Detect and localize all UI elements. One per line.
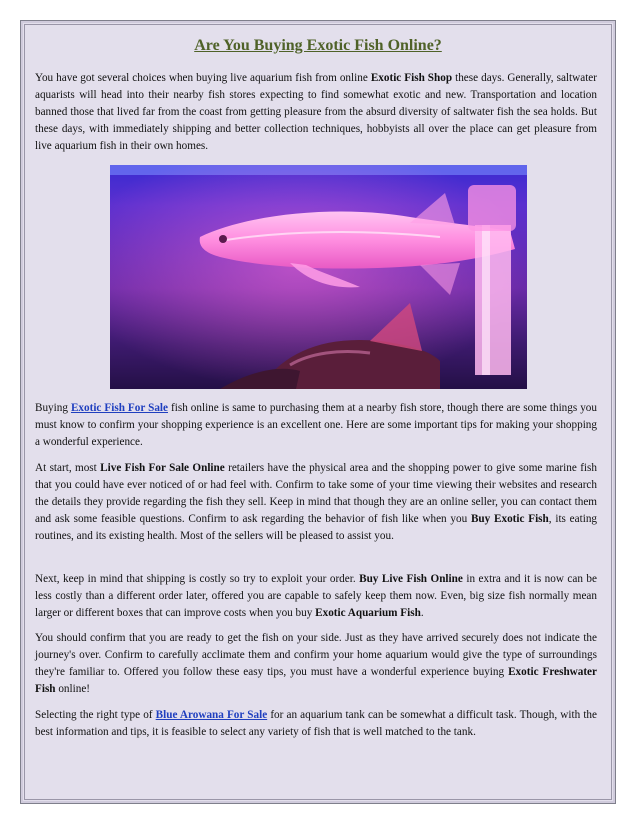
shipping-text-2: in extra and it is now can be less costly than a different order later, offered you are capable to safely keep them now. Even, big size fish normally mean larger or different boxes that can improve costs when you buy [35,573,597,619]
retailers-text-1: At start, most [35,462,101,474]
ready-paragraph [35,630,597,698]
selecting-text-1: Selecting the right type of [35,709,156,721]
exotic-fish-for-sale-link[interactable]: Exotic Fish For Sale [70,402,168,414]
retailers-text-2: retailers have the physical area and the shopping power to give some marine fish that you could have ever noticed of or had feel with. Confirm to take some of your time viewing their websites and research the details they provide regarding the fish they sell. Keep in mind that though they are an online seller, you can contact them and ask some feasible questions. Confirm to ask regarding the behavior of fish like when you [35,462,597,525]
retailers-text-3: , its eating routines, and its existing health. Most of the sellers will be pleased to assist you. [35,513,598,542]
buying-paragraph [35,400,597,451]
aquarium-photo-svg [110,165,527,389]
shipping-text-3: . [420,607,424,619]
exotic-fish-shop-bold: Exotic Fish Shop [370,72,453,84]
shipping-text-1: Next, keep in mind that shipping is costly so try to exploit your order. [35,573,360,585]
aquarium-arowana-photo [110,165,527,389]
ready-text-2: online! [55,683,91,695]
shipping-paragraph [35,571,597,622]
intro-paragraph [35,70,597,155]
buy-exotic-fish-bold: Buy Exotic Fish [470,513,549,525]
ready-text-1: You should confirm that you are ready to get the fish on your side. Just as they have arrived securely does not indicate the journey's over. Confirm to carefully acclimate them and confirm your home aquarium would give the type of surroundings they're familiar to. Offered you follow these easy tips, you must have a wonderful experience buying [35,632,597,678]
blue-arowana-for-sale-link[interactable]: Blue Arowana For Sale [155,709,268,721]
document-page [20,20,616,804]
page-title: Are You Buying Exotic Fish Online? [194,37,442,54]
intro-text-1: You have got several choices when buying live aquarium fish from online [35,72,371,84]
live-fish-for-sale-online-bold: Live Fish For Sale Online [100,462,225,474]
intro-text-2: these days. Generally, saltwater aquarists will head into their nearby fish stores expecting to find somewhat exotic and new. Transportation and location banned those that lived far from the coast from getting pleasure from the absurd diversity of saltwater fish the sea holds. But these days, with immediately shipping and better collection techniques, hobbyists all over the place can get pleasure from live aquarium fish in their own homes. [35,72,597,152]
selecting-text-2: for an aquarium tank can be somewhat a difficult task. Though, with the best information and tips, it is feasible to select any variety of fish that is well matched to the tank. [35,709,597,738]
selecting-paragraph [35,707,597,741]
buy-live-fish-online-bold: Buy Live Fish Online [359,573,463,585]
exotic-aquarium-fish-bold: Exotic Aquarium Fish [315,607,421,619]
retailers-paragraph [35,460,597,545]
buying-text-1: Buying [35,402,71,414]
buying-text-2: fish online is same to purchasing them at a nearby fish store, though there are some things you must know to confirm your shopping experience is an excellent one. Here are some important tips for making your shopping a wonderful experience. [35,402,597,448]
exotic-freshwater-fish-bold: Exotic Freshwater Fish [35,666,597,695]
